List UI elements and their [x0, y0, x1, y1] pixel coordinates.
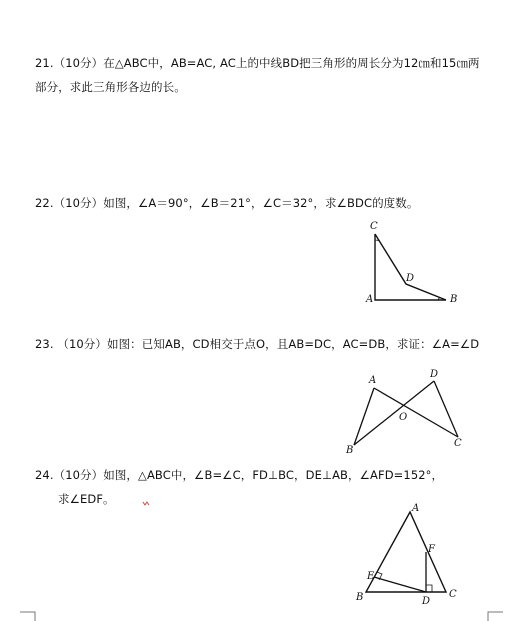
label-c: C: [370, 221, 378, 232]
segment-d-e: [374, 577, 426, 592]
crop-mark-right: [487, 611, 503, 621]
crop-mark-left: [20, 611, 36, 621]
question-24-line-2: 求∠EDF。: [58, 492, 115, 506]
label-d: D: [406, 273, 415, 284]
label-d: D: [430, 369, 439, 380]
segment-d-b: [354, 381, 434, 445]
label-b: B: [356, 592, 364, 603]
question-23-text: 23. （10分）如图：已知AB，CD相交于点O，且AB=DC，AC=DB，求证：∠A=∠D: [35, 337, 480, 351]
triangle-outline: [375, 234, 446, 300]
label-e: E: [367, 571, 375, 582]
label-o: O: [399, 412, 408, 423]
label-c: C: [449, 589, 457, 600]
segment-d-c: [434, 381, 458, 437]
label-b: B: [450, 294, 458, 305]
right-angle-d: [426, 585, 432, 592]
question-22-figure: [360, 220, 470, 308]
label-a: A: [412, 503, 420, 514]
spellcheck-squiggle: [142, 501, 152, 507]
question-24-figure: [348, 500, 463, 608]
question-23-figure: [340, 365, 470, 460]
question-21-line-1: 21.（10分）在△ABC中，AB=AC, AC上的中线BD把三角形的周长分为12㎝和15㎝两: [35, 56, 480, 70]
question-24-line-1: 24.（10分）如图，△ABC中，∠B=∠C，FD⊥BC，DE⊥AB，∠AFD=152°，: [35, 468, 444, 482]
question-22-text: 22.（10分）如图，∠A＝90°，∠B＝21°，∠C＝32°，求∠BDC的度数。: [35, 196, 419, 210]
label-b: B: [346, 445, 354, 456]
question-21-line-2: 部分，求此三角形各边的长。: [35, 80, 186, 94]
label-a: A: [366, 294, 374, 305]
label-d: D: [422, 596, 431, 607]
concave-path: [375, 234, 446, 300]
label-a: A: [369, 375, 377, 386]
label-c: C: [454, 438, 462, 449]
label-f: F: [428, 544, 435, 555]
